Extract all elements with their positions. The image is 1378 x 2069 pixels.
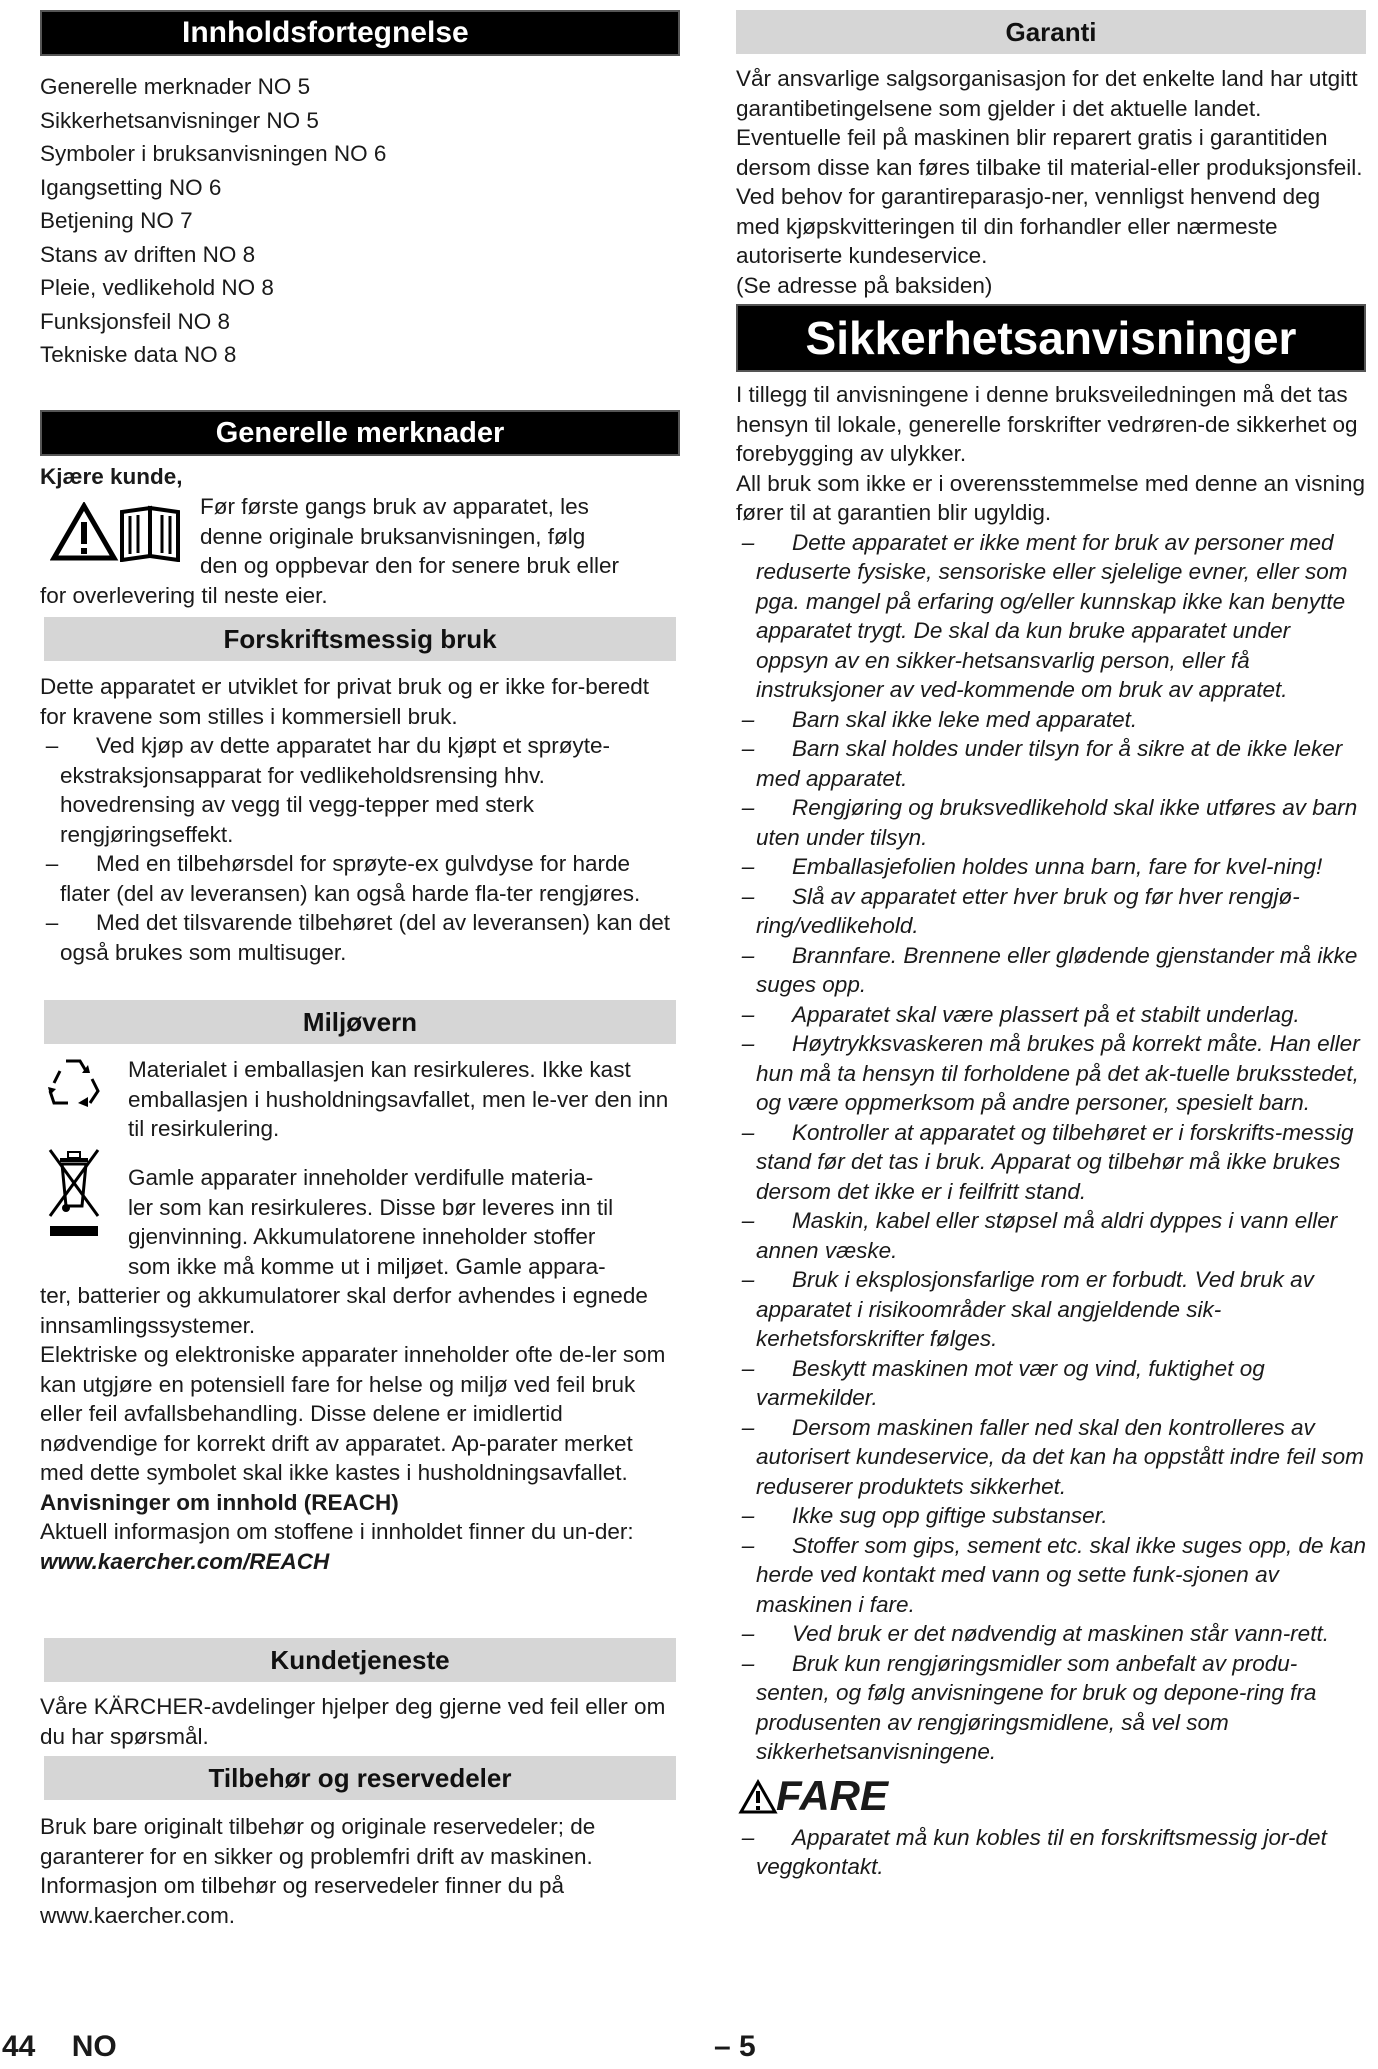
warranty-note: (Se adresse på baksiden) xyxy=(736,272,993,298)
intro-line: Før første gangs bruk av apparatet, les xyxy=(200,494,589,519)
general-title: Generelle merknader xyxy=(215,417,505,449)
intro-text xyxy=(200,492,700,581)
toc-item[interactable]: Igangsetting NO 6 xyxy=(40,174,222,200)
list-item: – Maskin, kabel eller støpsel må aldri dyppes i vann eller annen væske. xyxy=(741,1208,1338,1263)
toc-item[interactable]: Pleie, vedlikehold NO 8 xyxy=(40,275,274,300)
list-item: – Beskytt maskinen mot vær og vind, fuktighet og varmekilder. xyxy=(741,1355,1265,1410)
proper-use-body xyxy=(40,672,680,967)
warning-triangle-icon xyxy=(738,1779,778,1815)
accessories-title: Tilbehør og reservedeler xyxy=(208,1763,512,1793)
list-item: – Rengjøring og bruksvedlikehold skal ikke utføres av barn uten under tilsyn. xyxy=(741,795,1358,850)
list-item: – Med en tilbehørsdel for sprøyte-ex gulvdyse for harde flater (del av leveransen) kan også harde fla-ter rengjøres. xyxy=(45,851,641,906)
list-item: – Ved kjøp av dette apparatet har du kjøpt et sprøyte-ekstraksjonsapparat for vedlikeholdsrensing hhv. hovedrensing av vegg til vegg-tepper med sterk rengjøringseffekt. xyxy=(45,733,611,847)
warranty-title: Garanti xyxy=(1005,17,1097,47)
environment-header xyxy=(44,1000,676,1044)
list-item: – Barn skal holdes under tilsyn for å sikre at de ikke leker med apparatet. xyxy=(741,736,1343,791)
reach-title: Anvisninger om innhold (REACH) xyxy=(40,1489,399,1515)
weee-line: gjenvinning. Akkumulatorene inneholder stoffer xyxy=(128,1224,596,1249)
list-item: – Slå av apparatet etter hver bruk og før hver rengjø-ring/vedlikehold. xyxy=(741,883,1300,938)
recycle-icon xyxy=(46,1055,100,1109)
warranty-header xyxy=(736,10,1366,54)
environment-body xyxy=(40,1281,680,1576)
safety-title: Sikkerhetsanvisninger xyxy=(805,312,1297,364)
intro-line: den og oppbevar den for senere bruk eller xyxy=(200,553,620,578)
proper-use-text: Dette apparatet er utviklet for privat bruk og er ikke for-beredt for kravene som stilles i kommersiell bruk. xyxy=(40,674,650,729)
warranty-body xyxy=(736,64,1368,300)
list-item: – Med det tilsvarende tilbehøret (del av leveransen) kan det også brukes som multisuger. xyxy=(45,910,671,965)
list-item: – Apparatet må kun kobles til en forskriftsmessig jor-det veggkontakt. xyxy=(741,1824,1327,1879)
service-header xyxy=(44,1638,676,1682)
warranty-text: Vår ansvarlige salgsorganisasjon for det enkelte land har utgitt garantibetingelsene som gjelder i det aktuelle landet. Eventuelle feil på maskinen blir reparert gratis i garantitiden dersom disse kan føres tilbake til material-eller produksjonsfeil. Ved behov for garantireparasjo-ner, vennligst henvend deg med kjøpskvitteringen til din forhandler eller nærmeste autoriserte kundeservice. xyxy=(736,66,1363,268)
reach-link[interactable]: www.kaercher.com/REACH xyxy=(40,1548,330,1574)
list-item: – Kontroller at apparatet og tilbehøret er i forskrifts-messig stand før det tas i bruk. Apparat og tilbehør må ikke brukes dersom det ikke er i feilfritt stand. xyxy=(741,1119,1354,1204)
toc-header xyxy=(40,10,680,56)
environment-title: Miljøvern xyxy=(302,1007,418,1037)
list-item: – Emballasjefolien holdes unna barn, fare for kvel-ning! xyxy=(741,854,1323,879)
toc-item[interactable]: Sikkerhetsanvisninger NO 5 xyxy=(40,107,319,133)
table-of-contents xyxy=(40,70,680,372)
weee-text xyxy=(128,1163,688,1281)
intro-line: denne originale bruksanvisningen, følg xyxy=(200,523,586,549)
read-manual-icon xyxy=(50,502,186,562)
list-item: – Ved bruk er det nødvendig at maskinen står vann-rett. xyxy=(741,1621,1329,1646)
safety-body xyxy=(736,380,1368,1882)
page-number-right: – 5 xyxy=(714,2030,756,2063)
list-item: – Stoffer som gips, sement etc. skal ikke suges opp, de kan herde ved kontakt med vann og sette funk-sjonen av maskinen i fare. xyxy=(741,1532,1367,1617)
weee-bin-icon xyxy=(46,1146,102,1238)
danger-heading xyxy=(736,1771,1368,1821)
service-title: Kundetjeneste xyxy=(270,1645,450,1675)
danger-label: FARE xyxy=(776,1771,889,1819)
general-header xyxy=(40,410,680,456)
danger-list xyxy=(736,1823,1368,1882)
list-item: – Barn skal ikke leke med apparatet. xyxy=(741,706,1138,732)
weee-line: som ikke må komme ut i miljøet. Gamle appara- xyxy=(128,1253,606,1279)
toc-item[interactable]: Funksjonsfeil NO 8 xyxy=(40,308,231,334)
weee-rest: ter, batterier og akkumulatorer skal derfor avhendes i egnede innsamlingssystemer. xyxy=(40,1283,648,1338)
toc-title: Innholdsfortegnelse xyxy=(182,16,469,49)
toc-item[interactable]: Stans av driften NO 8 xyxy=(40,241,256,267)
accessories-text: Bruk bare originalt tilbehør og originale reservedeler; de garanterer for en sikker og problemfri drift av maskinen. Informasjon om tilbehør og reservedeler finner du på www.kaercher.com. xyxy=(40,1814,596,1928)
weee-line: Gamle apparater inneholder verdifulle materia- xyxy=(128,1165,594,1190)
safety-header xyxy=(736,304,1366,372)
toc-item[interactable]: Betjening NO 7 xyxy=(40,208,193,233)
proper-use-header xyxy=(44,617,676,661)
accessories-header xyxy=(44,1756,676,1800)
toc-item[interactable]: Generelle merknader NO 5 xyxy=(40,74,311,99)
list-item: – Dette apparatet er ikke ment for bruk av personer med reduserte fysiske, sensoriske eller sjelelige evner, eller som pga. mangel på erfaring og/eller kunnskap ikke kan benytte apparatet trygt. De skal da kun bruke apparatet under oppsyn av en sikker-hetsansvarlig person, eller få instruksjoner av ved-kommende om bruk av appratet. xyxy=(741,529,1348,702)
list-item: – Bruk i eksplosjonsfarlige rom er forbudt. Ved bruk av apparatet i risikoområder skal angjeldende sik-kerhetsforskrifter følges. xyxy=(741,1267,1314,1351)
intro-last-line: for overlevering til neste eier. xyxy=(40,583,328,608)
list-item: – Ikke sug opp giftige substanser. xyxy=(741,1503,1108,1528)
list-item: – Høytrykksvaskeren må brukes på korrekt måte. Han eller hun må ta hensyn til forholdene på det ak-tuelle bruksstedet, og være oppmerksom på andre personer, spesielt barn. xyxy=(741,1031,1360,1115)
recycle-text: Materialet i emballasjen kan resirkuleres. Ikke kast emballasjen i husholdningsavfallet, men le-ver den inn til resirkulering. xyxy=(128,1057,669,1141)
list-item: – Bruk kun rengjøringsmidler som anbefalt av produ-senten, og følg anvisningene for bruk og depone-ring fra produsenten av rengjøringsmidlene, så vel som sikkerhetsanvisningene. xyxy=(741,1650,1317,1764)
toc-item[interactable]: Tekniske data NO 8 xyxy=(40,342,237,367)
electronics-text: Elektriske og elektroniske apparater inneholder ofte de-ler som kan utgjøre en potensiell fare for helse og miljø ved feil bruk eller feil avfallsbehandling. Disse delene er imidlertid nødvendige for korrekt drift av apparatet. Ap-parater merket med dette symbolet skal ikke kastes i husholdningsavfallet. xyxy=(40,1342,666,1485)
proper-use-title: Forskriftsmessig bruk xyxy=(223,624,497,654)
list-item: – Dersom maskinen faller ned skal den kontrolleres av autorisert kundeservice, da det kan ha oppstått indre feil som reduserer produktets sikkerhet. xyxy=(741,1414,1364,1499)
weee-line: ler som kan resirkuleres. Disse bør leveres inn til xyxy=(128,1194,614,1220)
toc-item[interactable]: Symboler i bruksanvisningen NO 6 xyxy=(40,141,387,166)
safety-text-1: I tillegg til anvisningene i denne bruksveiledningen må det tas hensyn til lokale, generelle forskrifter vedrøren-de sikkerhet og forebygging av ulykker. xyxy=(736,382,1358,466)
reach-text: Aktuell informasjon om stoffene i innholdet finner du un-der: xyxy=(40,1519,634,1544)
language-code: NO xyxy=(71,2030,117,2063)
salutation: Kjære kunde, xyxy=(40,464,183,489)
list-item: – Brannfare. Brennene eller glødende gjenstander må ikke suges opp. xyxy=(741,942,1358,997)
page-number-left: 44 xyxy=(2,2030,36,2063)
safety-text-2: All bruk som ikke er i overensstemmelse med denne an visning fører til at garantien blir ugyldig. xyxy=(736,470,1366,525)
list-item: – Apparatet skal være plassert på et stabilt underlag. xyxy=(741,1001,1300,1027)
footer-left xyxy=(2,2030,117,2064)
safety-list xyxy=(736,528,1368,1767)
proper-use-list xyxy=(40,731,680,967)
service-text: Våre KÄRCHER-avdelinger hjelper deg gjerne ved feil eller om du har spørsmål. xyxy=(40,1694,666,1749)
